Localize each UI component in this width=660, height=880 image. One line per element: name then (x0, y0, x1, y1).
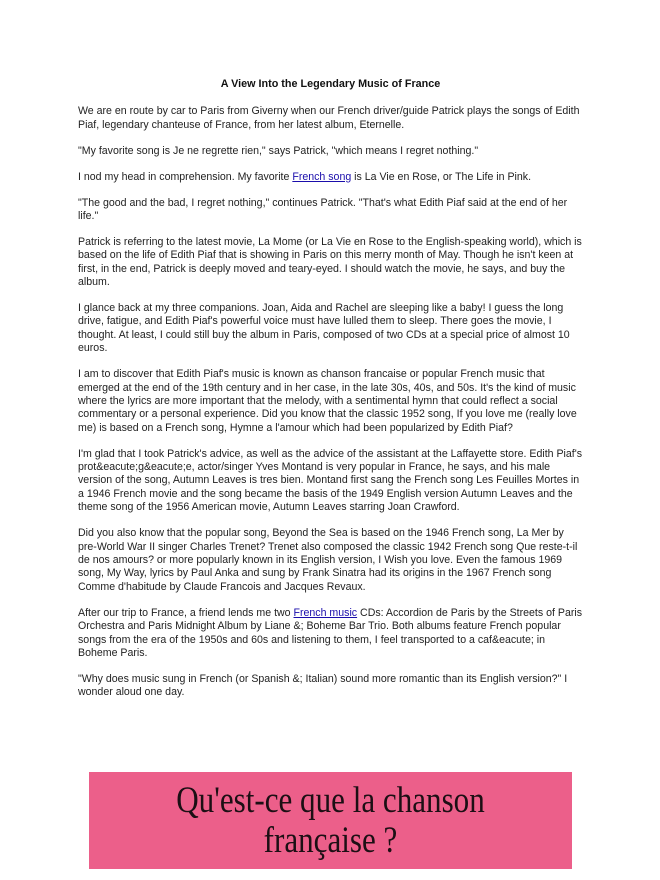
article-paragraph (78, 171, 583, 184)
article-paragraph (78, 607, 583, 661)
article-paragraph (78, 197, 583, 224)
article (78, 78, 583, 712)
article-paragraph (78, 145, 583, 158)
inline-link[interactable]: French song (292, 170, 352, 183)
inline-link[interactable]: French music (293, 606, 358, 619)
paragraph-text: "The good and the bad, I regret nothing," continues Patrick. "That's what Edith Piaf said at the end of her life." (78, 196, 568, 222)
paragraph-text: "Why does music sung in French (or Spanish &; Italian) sound more romantic than its English version?" I wonder aloud one day. (78, 672, 568, 699)
article-paragraph (78, 673, 583, 700)
article-paragraph (78, 527, 583, 594)
article-paragraph (78, 448, 583, 515)
paragraph-text: After our trip to France, a friend lends me two (78, 606, 294, 619)
article-paragraph (78, 236, 583, 290)
paragraph-text: is La Vie en Rose, or The Life in Pink. (351, 170, 532, 183)
article-body (78, 105, 583, 699)
article-title: A View Into the Legendary Music of France (220, 78, 441, 90)
paragraph-text: CDs: Accordion de Paris by the Streets of Paris Orchestra and Paris Midnight Album by Liane &; Boheme Bar Trio. Both albums feature French popular songs from the era of the 1950s and 60s and listening to them, I feel transported to a caf&eacute; in Boheme Paris. (78, 606, 583, 659)
paragraph-text: I'm glad that I took Patrick's advice, as well as the advice of the assistant at the Laffayette store. Edith Piaf's prot&eacute;g&eacute;e, actor/singer Yves Montand is very popular in France, he says, and his male version of the song, Autumn Leaves is tres bien. Montand first sang the French song Les Feuilles Mortes in a 1946 French movie and the song became the basis of the 1949 English version Autumn Leaves and the theme song of the 1956 American movie, Autumn Leaves starring Joan Crawford. (78, 447, 583, 514)
paragraph-text: I am to discover that Edith Piaf's music is known as chanson francaise or popular French music that emerged at the end of the 19th century and in her case, in the late 30s, 40s, and 50s. It's the kind of music where the lyrics are more important that the melody, with a sentimental hymn that could reflect a social commentary or a personal experience. Did you know that the classic 1952 song, If you love me (really love me) is based on a French song, Hymne a l'amour which had been popularized by Edith Piaf? (78, 368, 577, 434)
title-banner (89, 772, 572, 869)
paragraph-text: I glance back at my three companions. Joan, Aida and Rachel are sleeping like a baby! I guess the long drive, fatigue, and Edith Piaf's powerful voice must have lulled them to sleep. There goes the movie, I thought. At least, I could still buy the album in Paris, composed of two CDs at a special price of almost 10 euros. (78, 301, 570, 355)
paragraph-text: I nod my head in comprehension. My favorite (78, 170, 293, 183)
paragraph-text: Did you also know that the popular song, Beyond the Sea is based on the 1946 French song, La Mer by pre-World War II singer Charles Trenet? Trenet also composed the classic 1942 French song Que reste-t-il de nos amours? or more popularly known in its English version, I Wish you love. Even the famous 1969 song, My Way, lyrics by Paul Anka and sung by Frank Sinatra had its origins in the 1967 French song Comme d'habitude by Claude Francois and Jacques Revaux. (78, 527, 578, 593)
paragraph-text: "My favorite song is Je ne regrette rien," says Patrick, "which means I regret nothing." (78, 144, 479, 157)
banner-title: Qu'est-ce que la chanson française ? (176, 779, 485, 861)
article-paragraph (78, 302, 583, 356)
paragraph-text: We are en route by car to Paris from Giverny when our French driver/guide Patrick plays the songs of Edith Piaf, legendary chanteuse of France, from her latest album, Eternelle. (78, 105, 580, 131)
article-paragraph (78, 105, 583, 132)
article-paragraph (78, 368, 583, 435)
paragraph-text: Patrick is referring to the latest movie, La Mome (or La Vie en Rose to the English-speaking world), which is based on the life of Edith Piaf that is showing in Paris on this merry month of May. Though he isn't keen at first, in the end, Patrick is deeply moved and teary-eyed. I should watch the movie, he says, and buy the album. (78, 235, 582, 289)
